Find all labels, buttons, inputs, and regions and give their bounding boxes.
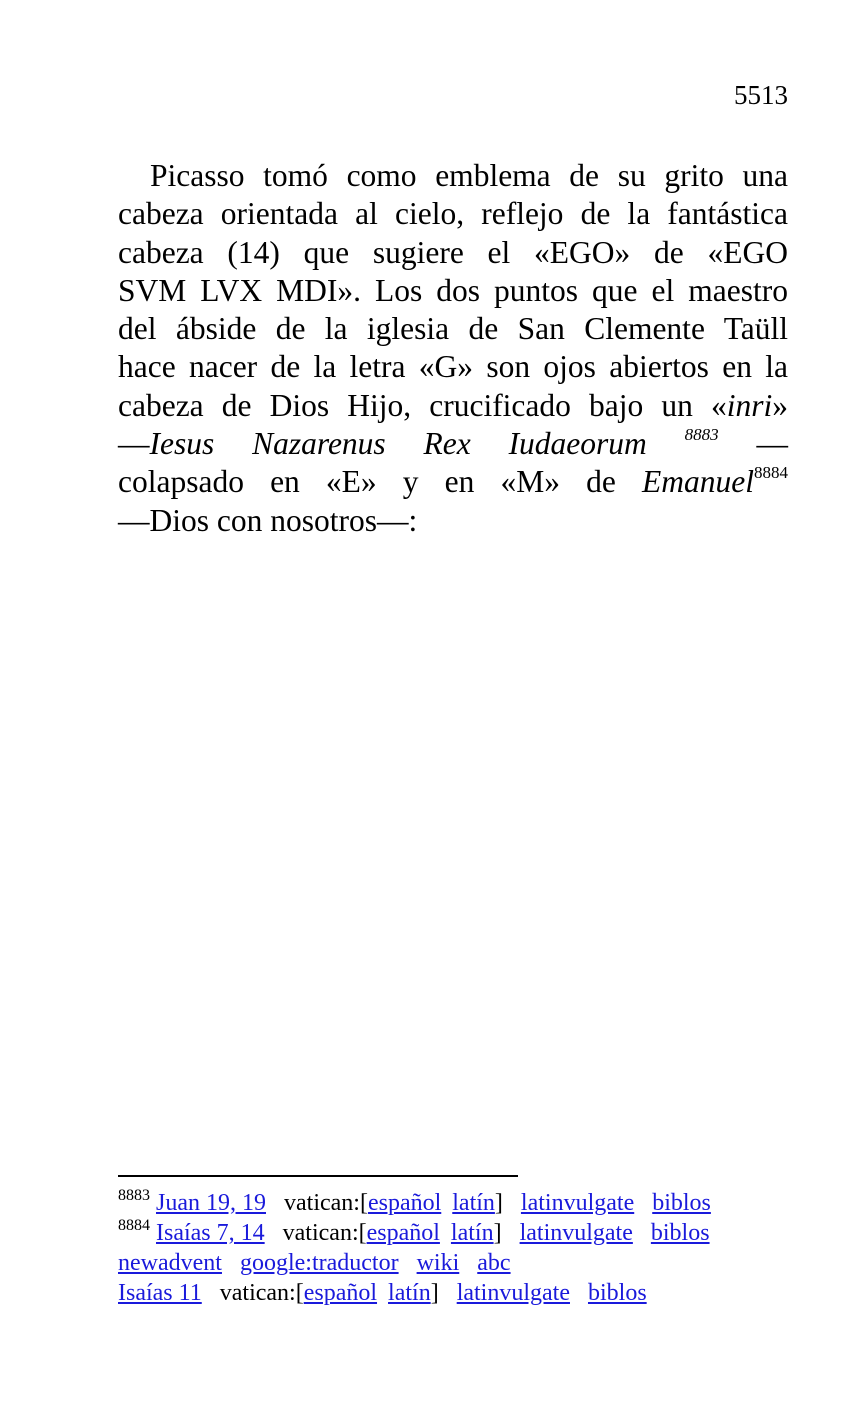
- link-isaias-7-14[interactable]: Isaías 7, 14: [156, 1220, 265, 1246]
- em-dash: —: [756, 426, 788, 462]
- paragraph-line: del ábside de la iglesia de San Clemente Taüll: [118, 311, 788, 347]
- link-juan-19-19[interactable]: Juan 19, 19: [156, 1190, 266, 1216]
- bracket-close: ]: [430, 1280, 439, 1306]
- italic-term: Iesus Nazarenus Rex Iudaeorum: [149, 426, 647, 462]
- paragraph-line: cabeza orientada al cielo, reflejo de la fantástica: [118, 196, 788, 232]
- paragraph-line: hace nacer de la letra «G» son ojos abiertos en la: [118, 349, 788, 385]
- page-number: 5513: [734, 80, 788, 110]
- paragraph-line: [118, 425, 788, 463]
- vatican-prefix: vatican:[: [219, 1280, 304, 1306]
- link-latinvulgate[interactable]: latinvulgate: [520, 1190, 635, 1216]
- link-google-traductor[interactable]: google:traductor: [239, 1250, 399, 1276]
- link-latin[interactable]: latín: [452, 1190, 495, 1216]
- footnote-marker[interactable]: 8883: [684, 425, 719, 445]
- paragraph-line: Picasso tomó como emblema de su grito una: [150, 158, 788, 193]
- link-latinvulgate[interactable]: latinvulgate: [519, 1220, 633, 1246]
- paragraph-line: cabeza (14) que sugiere el «EGO» de «EGO: [118, 234, 788, 270]
- text-fragment: »: [772, 387, 788, 423]
- italic-term: Emanuel: [642, 464, 754, 500]
- link-biblos[interactable]: biblos: [650, 1220, 710, 1246]
- bracket-close: ]: [493, 1220, 502, 1246]
- text-fragment: cabeza de Dios Hijo, crucificado bajo un «: [118, 387, 727, 423]
- text-fragment: colapsado en «E» y en «M» de: [118, 464, 616, 500]
- link-abc[interactable]: abc: [477, 1250, 511, 1276]
- vatican-prefix: vatican:[: [284, 1190, 368, 1216]
- vatican-prefix: vatican:[: [282, 1220, 367, 1246]
- link-espanol[interactable]: español: [367, 1190, 442, 1216]
- italic-term: inri: [726, 387, 773, 423]
- paragraph-line: SVM LVX MDI». Los dos puntos que el maestro: [118, 272, 788, 308]
- footnote-divider: [118, 1175, 518, 1177]
- link-espanol[interactable]: español: [303, 1280, 378, 1306]
- body-paragraph: [118, 157, 788, 540]
- link-biblos[interactable]: biblos: [652, 1190, 711, 1216]
- paragraph-line: [118, 463, 788, 501]
- link-latinvulgate[interactable]: latinvulgate: [456, 1280, 570, 1306]
- link-wiki[interactable]: wiki: [416, 1250, 460, 1276]
- footnote-number: 8883: [118, 1187, 150, 1204]
- paragraph-line: —Dios con nosotros—:: [118, 502, 418, 538]
- link-biblos[interactable]: biblos: [587, 1280, 647, 1306]
- footnote-8884: [118, 1218, 818, 1248]
- footnote-isaias-11: [118, 1278, 818, 1308]
- footnote-8883: [118, 1188, 818, 1218]
- bracket-close: ]: [494, 1190, 503, 1216]
- footnote-marker[interactable]: 8884: [754, 463, 788, 483]
- paragraph-line: [118, 387, 788, 425]
- link-newadvent[interactable]: newadvent: [118, 1250, 222, 1276]
- em-dash: —: [118, 426, 150, 462]
- link-latin[interactable]: latín: [388, 1280, 431, 1306]
- link-espanol[interactable]: español: [366, 1220, 440, 1246]
- footnote-number: 8884: [118, 1217, 150, 1234]
- footnotes: [118, 1188, 818, 1308]
- link-latin[interactable]: latín: [450, 1220, 494, 1246]
- footnote-8884-continued: [118, 1248, 818, 1278]
- link-isaias-11[interactable]: Isaías 11: [118, 1280, 202, 1306]
